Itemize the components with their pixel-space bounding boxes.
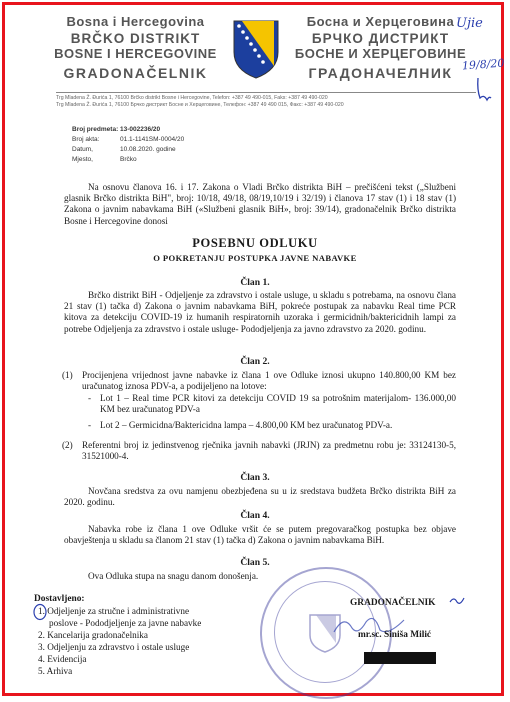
- clan-4-text: Nabavka robe iz člana 1 ove Odluke vršit će se putem pregovaračkog postupka bez objave obavještenja u skladu sa članom 21 stav (1) tačka d) Zakona o javnim nabavkama BiH.: [64, 524, 456, 546]
- clan-2-p1-text: Procijenjena vrijednost javne nabavke iz člana 1 ove Odluke iznosi ukupno 140.800,00 KM bez uračunatog iznosa PDV-a, a podijeljeno na lotove:: [82, 370, 456, 392]
- redaction-bar: [364, 652, 436, 664]
- clan-1-heading: Član 1.: [240, 277, 270, 288]
- document-title: POSEBNU ODLUKU: [192, 236, 318, 250]
- handwritten-initials: Ujie: [456, 16, 483, 31]
- clan-5-text: Ova Odluka stupa na snagu danom donošenja.: [88, 571, 259, 581]
- header-right: [293, 14, 468, 81]
- clan-3-heading: Član 3.: [240, 472, 270, 483]
- handwritten-date: 19/8/20: [461, 56, 505, 73]
- handwritten-mark-icon: [474, 76, 494, 104]
- contact-line-latin: Trg Mladena Ž. Đurića 1, 76100 Brčko distrikt Bosne i Hercegovine, Telefon: +387 49 490-015, Faks: +387 49 490-020: [56, 95, 328, 101]
- header-right-district: БРЧКО ДИСТРИКТ: [311, 31, 450, 46]
- clan-1-text: Brčko distrikt BiH - Odjeljenje za zdravstvo i ostale usluge, u skladu s potrebama, na osnovu člana 21 stav (1) tačka d) Zakona o javnim nabavkama BiH, pokreće postupak za nabavku Real time PCR kitova za detekciju COVID-19 iz humanih respiratornih uzoraka i germicidnih/baktericidnih lampi za potrebe Odjeljenja za zdravstvo i ostale usluge- Pododjeljenja za javno zdravstvo za 2020. godinu.: [64, 290, 456, 334]
- header-right-office: ГРАДОНАЧЕЛНИК: [308, 65, 453, 81]
- signature-title: GRADONAČELNIK: [350, 598, 436, 608]
- clan-2-p1-number: (1): [62, 370, 73, 380]
- header-right-country: Босна и Херцеговина: [306, 14, 455, 29]
- dostavljeno-item-4: 4. Evidencija: [38, 654, 87, 664]
- meta-key: Broj akta:: [72, 135, 100, 143]
- header-left-country: Bosna i Hercegovina: [66, 14, 205, 29]
- header-left: [48, 14, 223, 81]
- contact-line-cyrillic: Trg Mladena Ž. Đurića 1, 76100 Брчко дистрикт Босне и Херцеговине, Телефон: +387 49 490 015, Факс: +387 49 490-020: [56, 102, 344, 108]
- dostavljeno-heading: Dostavljeno:: [34, 594, 85, 604]
- lot-2-text: Lot 2 – Germicidna/Baktericidna lampa – 4.800,00 KM bez uračunatog PDV-a.: [100, 420, 393, 430]
- meta-row-act: [72, 134, 184, 144]
- meta-row-date: [72, 144, 184, 154]
- meta-value: 10.08.2020. godine: [120, 145, 176, 153]
- intro-paragraph: Na osnovu članova 16. i 17. Zakona o Vladi Brčko distrikta BiH – prečišćeni tekst („Službeni glasnik Brčko distrikta BiH", broj: 10/18, 49/18, 08/19,10/19 i 32/19) i članova 17 stav (1) i 18 stav (1) Zakona o javnim nabavkama BiH («Službeni glasnik BiH», broj: 39/14), gradonačelnik Brčko distrikta Bosne i Hercegovine donosi: [64, 182, 456, 226]
- dostavljeno-item-2: 2. Kancelarija gradonačelnika: [38, 630, 148, 640]
- clan-3-text: Novčana sredstva za ovu namjenu obezbjeđena su u iz sredstava budžeta Brčko distrikta BiH za 2020. godinu.: [64, 486, 456, 508]
- dostavljeno-item-1-cont: poslove - Pododjeljenje za javne nabavke: [49, 618, 202, 628]
- meta-key: Datum,: [72, 145, 93, 153]
- lot-1-bullet: -: [88, 393, 92, 403]
- handwritten-tick-icon: [448, 594, 466, 608]
- clan-5-heading: Član 5.: [240, 557, 270, 568]
- header-right-state: БОСНЕ И ХЕРЦЕГОВИНЕ: [294, 46, 467, 61]
- meta-key: Broj predmeta:: [72, 125, 119, 133]
- coat-of-arms-icon: [230, 18, 282, 80]
- meta-value: Brčko: [120, 155, 137, 163]
- signature-name: mr.sc. Siniša Milić: [358, 630, 432, 640]
- clan-2-p2-text: Referentni broj iz jedinstvenog rječnika javnih nabavki (JRJN) za predmetnu robu je: 33124130-5, 31521000-4.: [82, 440, 456, 462]
- dostavljeno-item-3: 3. Odjeljenju za zdravstvo i ostale usluge: [38, 642, 190, 652]
- dostavljeno-item-1: 1. Odjeljenje za stručne i administrativne: [38, 606, 190, 616]
- header-rule: [56, 92, 476, 93]
- dostavljeno-item-5: 5. Arhiva: [38, 666, 73, 676]
- meta-row-place: [72, 154, 184, 164]
- lot-2-bullet: -: [88, 420, 92, 430]
- meta-value: 01.1-1141SM-0004/20: [120, 135, 185, 143]
- meta-row-case: [72, 124, 184, 134]
- document-subtitle: O POKRETANJU POSTUPKA JAVNE NABAVKE: [153, 253, 357, 263]
- clan-2-heading: Član 2.: [240, 356, 270, 367]
- header-left-office: GRADONAČELNIK: [63, 65, 208, 81]
- header-left-district: BRČKO DISTRIKT: [70, 31, 201, 46]
- meta-value: 13-002236/20: [120, 125, 161, 133]
- header-left-state: BOSNE I HERCEGOVINE: [54, 46, 217, 61]
- meta-key: Mjesto,: [72, 155, 93, 163]
- document-meta: [72, 124, 184, 164]
- clan-2-p2-number: (2): [62, 440, 73, 450]
- clan-4-heading: Član 4.: [240, 510, 270, 521]
- lot-1-text: Lot 1 – Real time PCR kitovi za detekciju COVID 19 sa potrošnim materijalom- 136.000,00 KM bez uračunatog PDV-a: [100, 393, 456, 415]
